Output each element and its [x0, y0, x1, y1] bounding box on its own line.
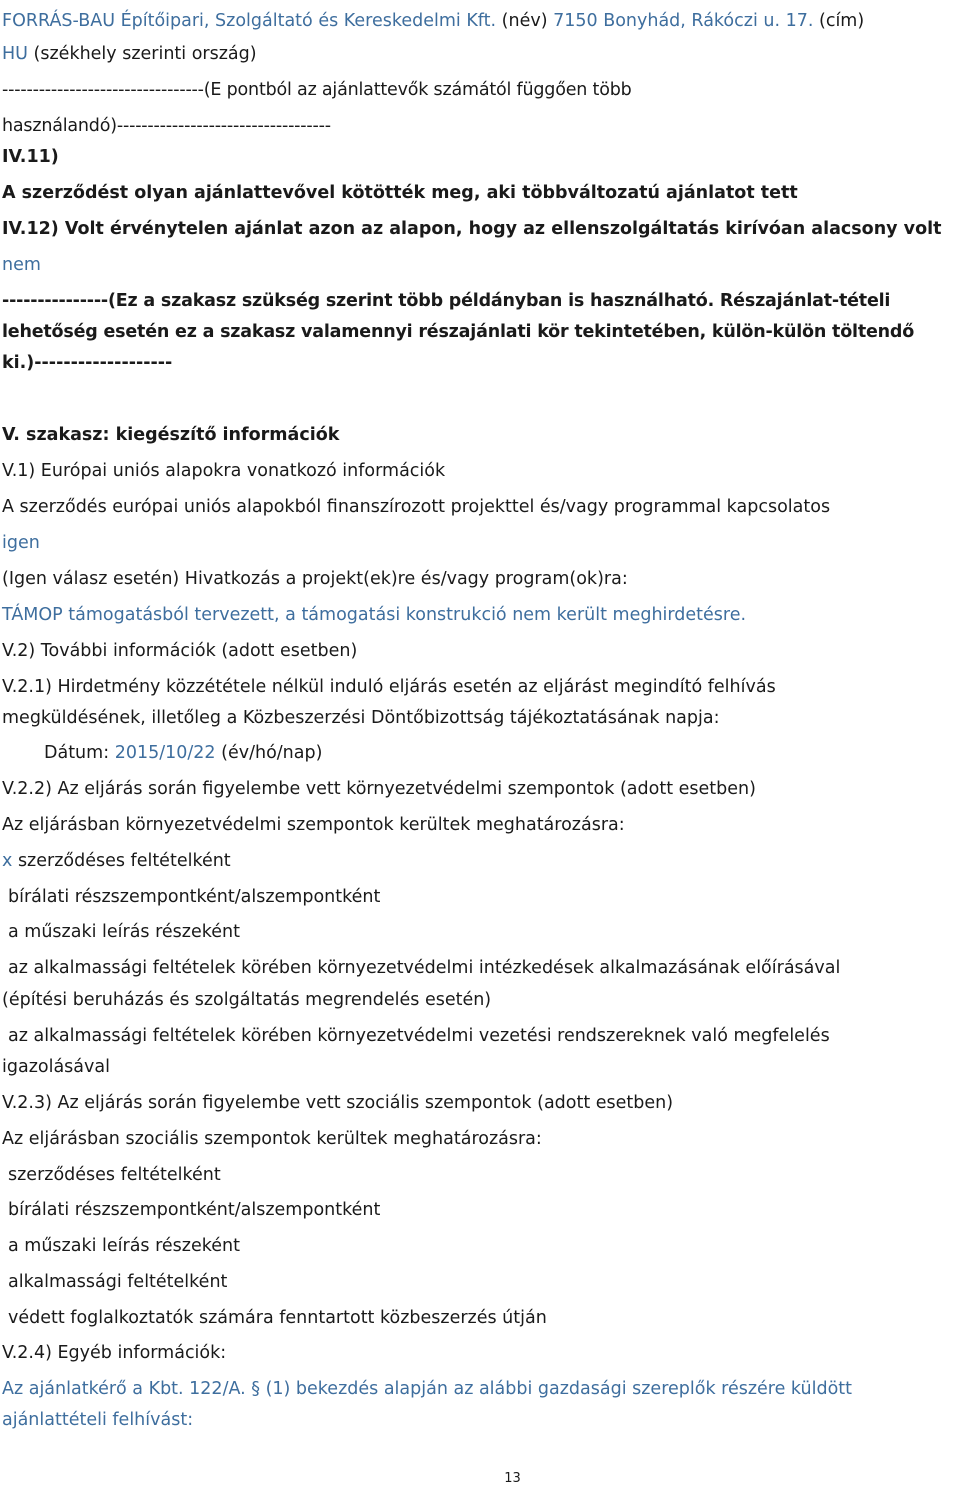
v22-intro: Az eljárásban környezetvédelmi szempontok kerültek meghatározásra:: [2, 815, 625, 835]
iv11-label: IV.11): [2, 147, 59, 167]
section-v-title: V. szakasz: kiegészítő információk: [2, 425, 340, 445]
v22-option-3: a műszaki leírás részeként: [8, 922, 240, 942]
date-value: 2015/10/22: [114, 743, 216, 763]
v23-option-2: bírálati részszempontként/alszempontként: [8, 1200, 381, 1220]
iv12-value: nem: [2, 255, 41, 275]
v23-option-4: alkalmassági feltételként: [8, 1272, 228, 1292]
v1-answer: igen: [2, 533, 40, 553]
v24-line-1: Az ajánlatkérő a Kbt. 122/A. § (1) bekezdés alapján az alábbi gazdasági szereplők részére küldött: [2, 1379, 853, 1399]
contractor-line: [2, 9, 864, 33]
v21-line-1: V.2.1) Hirdetmény közzététele nélkül induló eljárás esetén az eljárást megindító felhívás: [2, 677, 776, 697]
date-line: [44, 741, 322, 765]
note-line-2: lehetőség esetén ez a szakasz valamennyi részajánlati kör tekintetében, külön-külön töltendő: [2, 322, 915, 342]
v22-option-5-line-1: az alkalmassági feltételek körében környezetvédelmi vezetési rendszereknek való megfelelés: [8, 1026, 830, 1046]
v1-reference-label: (Igen válasz esetén) Hivatkozás a projekt(ek)re és/vagy program(ok)ra:: [2, 569, 628, 589]
separator-line: ---------------------------------(E pontból az ajánlattevők számától függően több: [2, 80, 632, 100]
v23-option-3: a műszaki leírás részeként: [8, 1236, 240, 1256]
address-tag: (cím): [819, 11, 865, 31]
company-address: 7150 Bonyhád, Rákóczi u. 17.: [553, 11, 814, 31]
v1-question: A szerződés európai uniós alapokból finanszírozott projekttel és/vagy programmal kapcsolatos: [2, 497, 831, 517]
v23-option-1: szerződéses feltételként: [8, 1165, 221, 1185]
separator-line-2: használandó)-----------------------------------: [2, 116, 331, 136]
v1-reference-value: TÁMOP támogatásból tervezett, a támogatási konstrukció nem került meghirdetésre.: [2, 605, 747, 625]
date-label: Dátum:: [44, 743, 110, 763]
country-code: HU: [2, 44, 28, 64]
note-line-1: ---------------(Ez a szakasz szükség szerint több példányban is használható. Részajánlat-tételi: [2, 291, 891, 311]
v22-checkmark: x: [2, 851, 13, 871]
iv11-text: A szerződést olyan ajánlattevővel kötötték meg, aki többváltozatú ajánlatot tett: [2, 183, 798, 203]
v22-option-5-line-2: igazolásával: [2, 1057, 110, 1077]
v22-option-4-line-2: (építési beruházás és szolgáltatás megrendelés esetén): [2, 990, 492, 1010]
v22-option-1-label: szerződéses feltételként: [17, 851, 231, 871]
v2-title: V.2) További információk (adott esetben): [2, 641, 358, 661]
v1-title: V.1) Európai uniós alapokra vonatkozó információk: [2, 461, 446, 481]
v24-line-2: ajánlattételi felhívást:: [2, 1410, 194, 1430]
company-name: FORRÁS-BAU Építőipari, Szolgáltató és Kereskedelmi Kft.: [2, 11, 497, 31]
v23-title: V.2.3) Az eljárás során figyelembe vett szociális szempontok (adott esetben): [2, 1093, 674, 1113]
v22-option-4-line-1: az alkalmassági feltételek körében környezetvédelmi intézkedések alkalmazásának előírásával: [8, 958, 841, 978]
country-line: [2, 42, 257, 66]
v23-option-5: védett foglalkoztatók számára fenntartott közbeszerzés útján: [8, 1308, 547, 1328]
v23-intro: Az eljárásban szociális szempontok kerültek meghatározásra:: [2, 1129, 542, 1149]
note-line-3: ki.)-------------------: [2, 353, 173, 373]
v22-option-2: bírálati részszempontként/alszempontként: [8, 887, 381, 907]
name-tag: (név): [501, 11, 548, 31]
v24-title: V.2.4) Egyéb információk:: [2, 1343, 227, 1363]
iv12-label: IV.12) Volt érvénytelen ajánlat azon az alapon, hogy az ellenszolgáltatás kirívóan alacsony volt: [2, 219, 942, 239]
date-format: (év/hó/nap): [221, 743, 323, 763]
page-number: 13: [504, 1471, 521, 1486]
v22-title: V.2.2) Az eljárás során figyelembe vett környezetvédelmi szempontok (adott esetben): [2, 779, 756, 799]
country-tag: (székhely szerinti ország): [33, 44, 257, 64]
v22-option-1: [2, 849, 231, 873]
v21-line-2: megküldésének, illetőleg a Közbeszerzési Döntőbizottság tájékoztatásának napja:: [2, 708, 720, 728]
